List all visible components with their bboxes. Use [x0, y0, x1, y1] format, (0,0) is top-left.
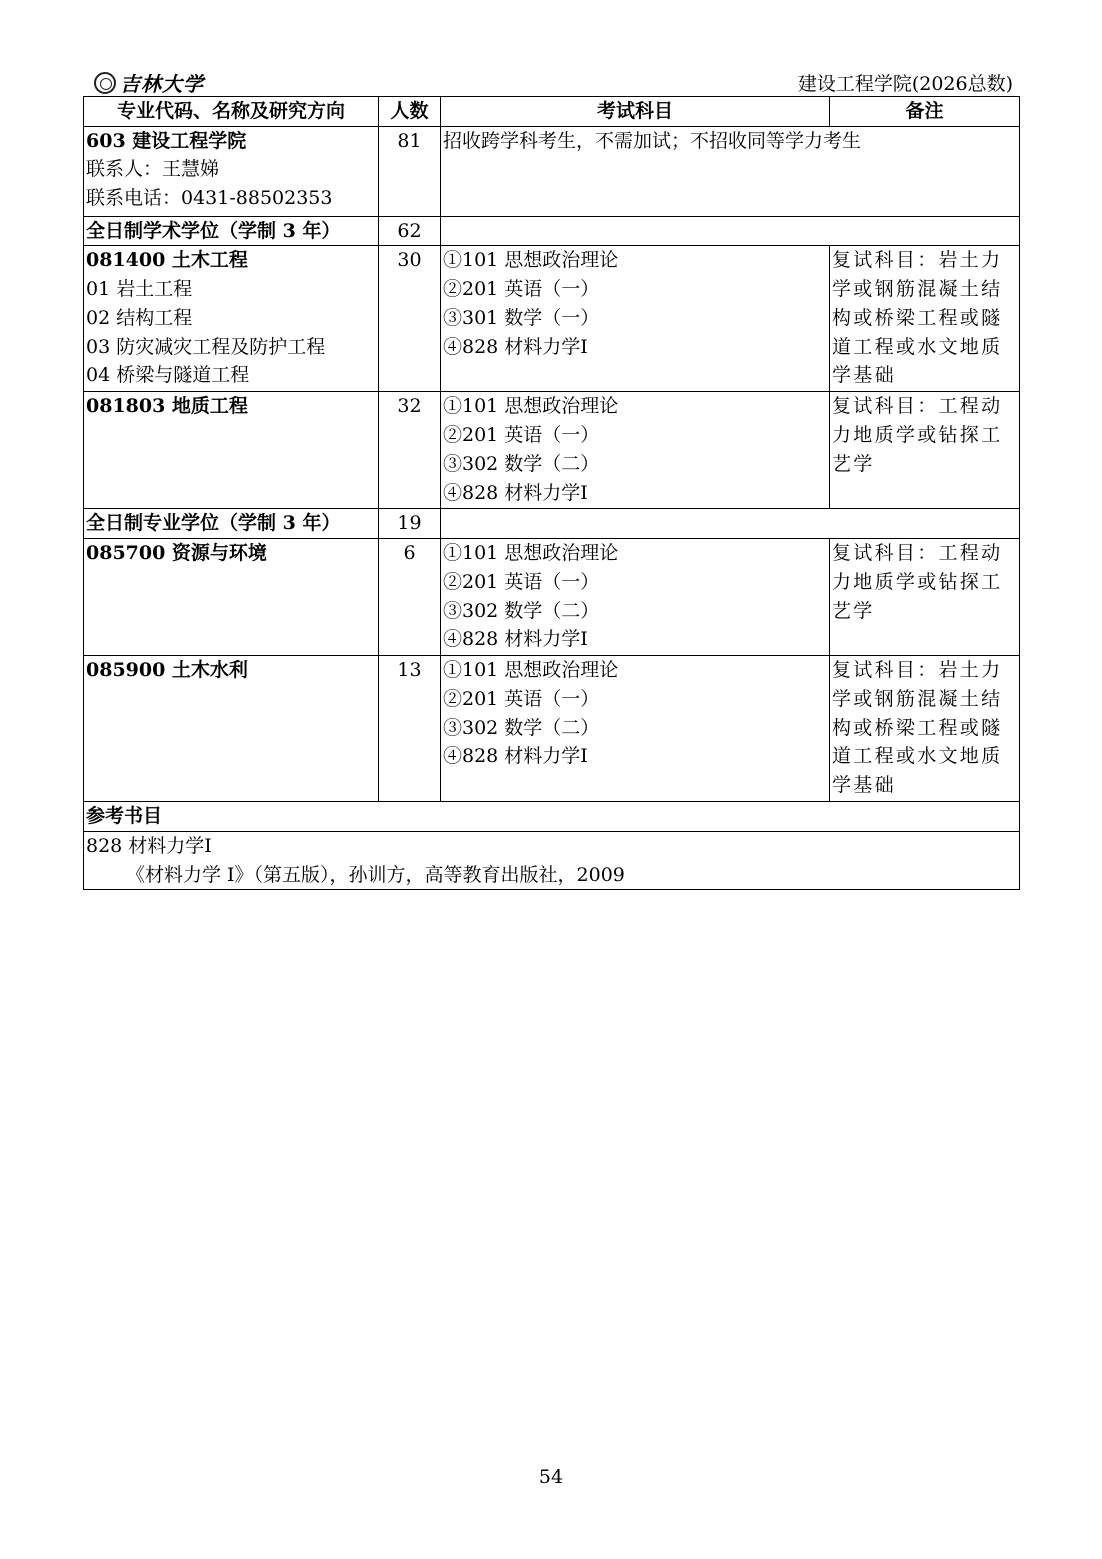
college-contact: 联系人：王慧娣: [86, 158, 220, 181]
exam-subject: ③301 数学（一）: [443, 306, 600, 329]
reference-book: 《材料力学 I》（第五版），孙训方，高等教育出版社，2009: [126, 863, 625, 886]
logo-text: 吉林大学: [120, 72, 204, 96]
university-seal-icon: [94, 72, 116, 94]
exam-subject: ③302 数学（二）: [443, 452, 600, 475]
major-remark: 复试科目：工程动力地质学或钻探工艺学: [830, 392, 1020, 509]
major-name: 081400 土木工程: [86, 249, 248, 272]
reference-subject: 828 材料力学Ⅰ: [86, 834, 212, 857]
major-name: 085900 土木水利: [86, 659, 248, 682]
exam-subjects-cell: [441, 392, 830, 509]
section-row-professional: [84, 509, 1020, 539]
exam-subject: ④828 材料力学Ⅰ: [443, 745, 588, 768]
major-info-cell: [84, 392, 379, 509]
major-count: 30: [379, 246, 441, 392]
section-row-academic: [84, 216, 1020, 246]
major-count: 32: [379, 392, 441, 509]
exam-subject: ④828 材料力学Ⅰ: [443, 628, 588, 651]
major-remark: 复试科目：工程动力地质学或钻探工艺学: [830, 539, 1020, 656]
major-name: 085700 资源与环境: [86, 542, 267, 565]
column-header-count: 人数: [379, 97, 441, 127]
section-empty-cell: [441, 509, 1020, 539]
major-row: [84, 392, 1020, 509]
major-count: 6: [379, 539, 441, 656]
references-row: [84, 831, 1020, 889]
major-name: 081803 地质工程: [86, 395, 248, 418]
exam-subject: ②201 英语（一）: [443, 570, 600, 593]
column-header-remarks: 备注: [830, 97, 1020, 127]
college-count: 81: [379, 126, 441, 216]
research-direction: 03 防灾减灾工程及防护工程: [86, 335, 326, 358]
exam-subjects-cell: [441, 539, 830, 656]
major-info-cell: [84, 246, 379, 392]
research-direction: 01 岩土工程: [86, 278, 193, 301]
major-remark: 复试科目：岩土力学或钢筋混凝土结构或桥梁工程或隧道工程或水文地质学基础: [830, 656, 1020, 802]
column-header-major: 专业代码、名称及研究方向: [84, 97, 379, 127]
exam-subject: ②201 英语（一）: [443, 278, 600, 301]
exam-subject: ④828 材料力学Ⅰ: [443, 335, 588, 358]
exam-subject: ②201 英语（一）: [443, 687, 600, 710]
exam-subject: ③302 数学（二）: [443, 599, 600, 622]
research-direction: 02 结构工程: [86, 306, 193, 329]
exam-subjects-cell: [441, 246, 830, 392]
section-title-professional: 全日制专业学位（学制 3 年）: [84, 509, 379, 539]
exam-subject: ①101 思想政治理论: [443, 395, 619, 418]
major-info-cell: [84, 539, 379, 656]
major-row: [84, 656, 1020, 802]
college-row: [84, 126, 1020, 216]
exam-subject: ④828 材料力学Ⅰ: [443, 481, 588, 504]
column-header-subjects: 考试科目: [441, 97, 830, 127]
section-count-professional: 19: [379, 509, 441, 539]
exam-subjects-cell: [441, 656, 830, 802]
major-count: 13: [379, 656, 441, 802]
section-count-academic: 62: [379, 216, 441, 246]
college-note: 招收跨学科考生，不需加试；不招收同等学力考生: [441, 126, 1020, 216]
university-logo: [94, 68, 204, 97]
exam-subject: ①101 思想政治理论: [443, 249, 619, 272]
college-info-cell: [84, 126, 379, 216]
references-title-row: [84, 802, 1020, 832]
major-remark: 复试科目：岩土力学或钢筋混凝土结构或桥梁工程或隧道工程或水文地质学基础: [830, 246, 1020, 392]
exam-subject: ③302 数学（二）: [443, 716, 600, 739]
exam-subject: ②201 英语（一）: [443, 424, 600, 447]
references-title: 参考书目: [84, 802, 1020, 832]
research-direction: 04 桥梁与隧道工程: [86, 364, 250, 387]
references-cell: [84, 831, 1020, 889]
section-empty-cell: [441, 216, 1020, 246]
section-title-academic: 全日制学术学位（学制 3 年）: [84, 216, 379, 246]
major-row: [84, 539, 1020, 656]
table-header-row: [84, 97, 1020, 127]
header-college-title: 建设工程学院(2026总数): [797, 73, 1013, 95]
major-info-cell: [84, 656, 379, 802]
exam-subject: ①101 思想政治理论: [443, 542, 619, 565]
major-row: [84, 246, 1020, 392]
admission-table: [83, 96, 1020, 890]
exam-subject: ①101 思想政治理论: [443, 659, 619, 682]
college-phone: 联系电话：0431-88502353: [86, 187, 333, 210]
college-title: 603 建设工程学院: [86, 129, 247, 152]
page-header: [84, 66, 1019, 96]
page-number: 54: [538, 1466, 564, 1488]
